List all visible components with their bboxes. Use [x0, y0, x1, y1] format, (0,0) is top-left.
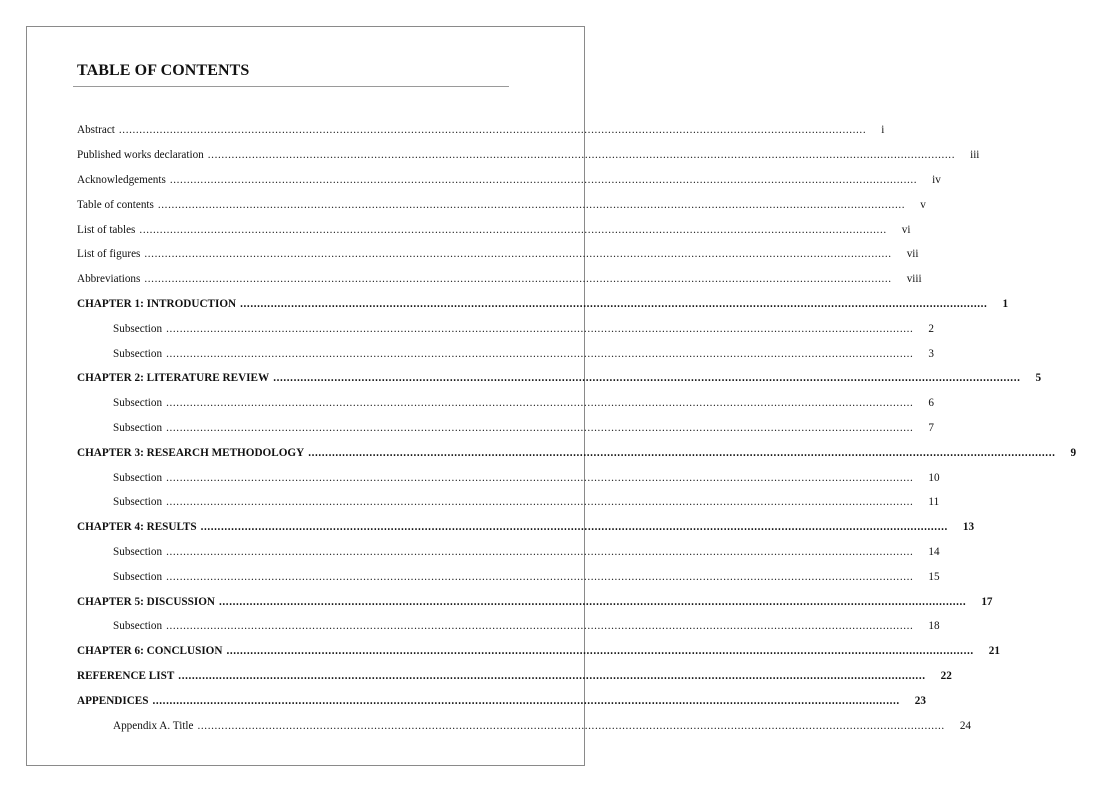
- toc-page-number: 13: [962, 521, 975, 534]
- toc-subsection-entry[interactable]: [77, 416, 935, 441]
- toc-dot-leader: ............................................................................................................................................................................................................................: [166, 496, 914, 509]
- toc-dot-leader: ............................................................................................................................................................................................................................: [207, 149, 956, 162]
- toc-page-number: viii: [906, 273, 922, 286]
- toc-dot-leader: ............................................................................................................................................................................................................................: [197, 719, 945, 732]
- toc-entry-label: List of tables: [77, 223, 136, 236]
- toc-subsection-entry[interactable]: [77, 713, 972, 738]
- toc-subsection-entry[interactable]: [77, 341, 935, 366]
- toc-entry-label: CHAPTER 3: RESEARCH METHODOLOGY: [77, 446, 305, 459]
- toc-entry-label: Acknowledgements: [77, 173, 166, 186]
- toc-page-number: 15: [928, 570, 940, 583]
- toc-dot-leader: ............................................................................................................................................................................................................................: [166, 570, 914, 583]
- toc-entry-label: APPENDICES: [77, 694, 149, 707]
- toc-entry-label: Subsection: [113, 421, 163, 434]
- toc-chapter-entry[interactable]: [77, 589, 993, 614]
- toc-subsection-entry[interactable]: [77, 564, 940, 589]
- toc-dot-leader: ............................................................................................................................................................................................................................: [139, 223, 887, 236]
- toc-chapter-entry[interactable]: [77, 366, 1042, 391]
- toc-dot-leader: ............................................................................................................................................................................................................................: [166, 545, 914, 558]
- toc-entry-label: CHAPTER 1: INTRODUCTION: [77, 297, 237, 310]
- toc-entry-label: REFERENCE LIST: [77, 669, 175, 682]
- toc-dot-leader: ............................................................................................................................................................................................................................: [144, 248, 892, 261]
- toc-chapter-entry[interactable]: [77, 292, 1009, 317]
- toc-dot-leader: ............................................................................................................................................................................................................................: [200, 521, 948, 534]
- toc-dot-leader: ............................................................................................................................................................................................................................: [308, 446, 1056, 459]
- toc-page-number: 23: [914, 694, 926, 707]
- toc-dot-leader: ............................................................................................................................................................................................................................: [240, 297, 988, 310]
- toc-page-number: 14: [928, 545, 940, 558]
- toc-entry-label: CHAPTER 4: RESULTS: [77, 521, 197, 534]
- toc-entry-label: Abbreviations: [77, 273, 141, 286]
- toc-page-number: v: [920, 198, 926, 211]
- toc-entry-label: CHAPTER 2: LITERATURE REVIEW: [77, 372, 270, 385]
- toc-page-number: vii: [906, 248, 919, 261]
- toc-entry-label: Subsection: [113, 347, 163, 360]
- toc-page-number: iv: [932, 173, 941, 186]
- toc-dot-leader: ............................................................................................................................................................................................................................: [166, 421, 914, 434]
- toc-page-number: 2: [928, 322, 935, 335]
- toc-dot-leader: ............................................................................................................................................................................................................................: [166, 322, 914, 335]
- toc-page-number: 5: [1035, 372, 1042, 385]
- toc-chapter-entry[interactable]: [77, 515, 975, 540]
- toc-entry-label: CHAPTER 6: CONCLUSION: [77, 645, 223, 658]
- toc-page-number: i: [881, 124, 885, 137]
- toc-dot-leader: ............................................................................................................................................................................................................................: [166, 347, 914, 360]
- toc-chapter-entry[interactable]: [77, 688, 926, 713]
- toc-entry-label: Abstract: [77, 124, 115, 137]
- toc-dot-leader: ............................................................................................................................................................................................................................: [219, 595, 967, 608]
- toc-chapter-entry[interactable]: [77, 639, 1000, 664]
- toc-entry-label: Subsection: [113, 397, 163, 410]
- toc-subsection-entry[interactable]: [77, 316, 935, 341]
- toc-entry-label: List of figures: [77, 248, 141, 261]
- toc-dot-leader: ............................................................................................................................................................................................................................: [118, 124, 867, 137]
- toc-dot-leader: ............................................................................................................................................................................................................................: [178, 669, 926, 682]
- toc-page-number: 9: [1070, 446, 1077, 459]
- toc-dot-leader: ............................................................................................................................................................................................................................: [169, 173, 918, 186]
- toc-page-number: 1: [1002, 297, 1009, 310]
- toc-dot-leader: ............................................................................................................................................................................................................................: [273, 372, 1021, 385]
- toc-subsection-entry[interactable]: [77, 614, 940, 639]
- toc-entry-label: CHAPTER 5: DISCUSSION: [77, 595, 216, 608]
- toc-entry-label: Subsection: [113, 620, 163, 633]
- toc-chapter-entry[interactable]: [77, 664, 952, 689]
- toc-page-number: 22: [940, 669, 952, 682]
- toc-dot-leader: ............................................................................................................................................................................................................................: [226, 645, 974, 658]
- toc-entry-label: Appendix A. Title: [113, 719, 194, 732]
- toc-dot-leader: ............................................................................................................................................................................................................................: [152, 694, 900, 707]
- toc-dot-leader: ............................................................................................................................................................................................................................: [157, 198, 906, 211]
- toc-dot-leader: ............................................................................................................................................................................................................................: [166, 620, 914, 633]
- toc-front-matter-entry[interactable]: [77, 118, 885, 143]
- toc-page-number: 24: [959, 719, 972, 732]
- toc-entry-label: Subsection: [113, 570, 163, 583]
- toc-subsection-entry[interactable]: [77, 465, 940, 490]
- toc-page-number: 10: [928, 471, 940, 484]
- toc-dot-leader: ............................................................................................................................................................................................................................: [144, 273, 892, 286]
- toc-front-matter-entry[interactable]: [77, 192, 926, 217]
- toc-page-number: 17: [981, 595, 993, 608]
- toc-entry-label: Subsection: [113, 496, 163, 509]
- table-of-contents: [77, 118, 1077, 738]
- toc-front-matter-entry[interactable]: [77, 217, 911, 242]
- toc-subsection-entry[interactable]: [77, 490, 940, 515]
- toc-front-matter-entry[interactable]: [77, 168, 941, 193]
- toc-page-number: vi: [901, 223, 911, 236]
- toc-entry-label: Subsection: [113, 322, 163, 335]
- toc-chapter-entry[interactable]: [77, 440, 1077, 465]
- toc-subsection-entry[interactable]: [77, 391, 935, 416]
- toc-front-matter-entry[interactable]: [77, 242, 919, 267]
- toc-dot-leader: ............................................................................................................................................................................................................................: [166, 471, 914, 484]
- toc-page-number: iii: [970, 149, 980, 162]
- toc-page-number: 18: [928, 620, 940, 633]
- toc-page-number: 11: [928, 496, 940, 509]
- toc-subsection-entry[interactable]: [77, 540, 940, 565]
- page-title: TABLE OF CONTENTS: [77, 62, 250, 79]
- toc-entry-label: Published works declaration: [77, 149, 204, 162]
- toc-dot-leader: ............................................................................................................................................................................................................................: [166, 397, 914, 410]
- toc-page-number: 6: [928, 397, 935, 410]
- toc-entry-label: Subsection: [113, 471, 163, 484]
- toc-entry-label: Table of contents: [77, 198, 154, 211]
- toc-entry-label: Subsection: [113, 545, 163, 558]
- toc-page-number: 7: [928, 421, 935, 434]
- toc-front-matter-entry[interactable]: [77, 143, 980, 168]
- toc-front-matter-entry[interactable]: [77, 267, 922, 292]
- toc-page-number: 21: [988, 645, 1000, 658]
- title-underline: [73, 86, 509, 87]
- toc-page-number: 3: [928, 347, 935, 360]
